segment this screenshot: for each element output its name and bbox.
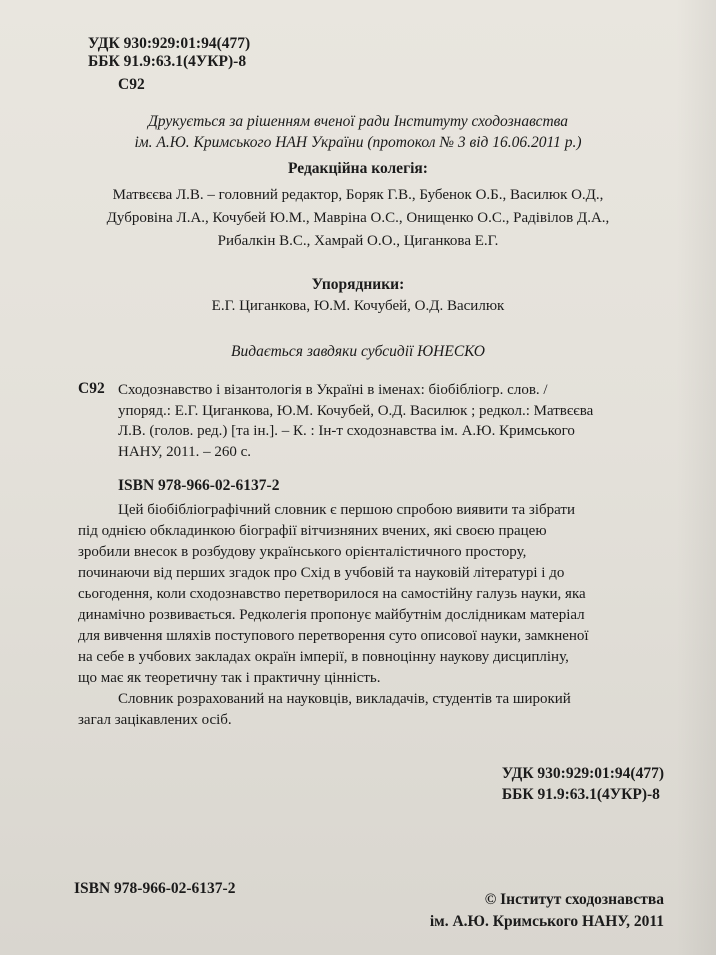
page-edge-shadow (676, 0, 716, 955)
abstract-line: зробили внесок в розбудову українського орієнталістичного простору, (78, 544, 527, 560)
editorial-board-heading: Редакційна колегія: (288, 160, 428, 177)
copyright-line-2: ім. А.Ю. Кримського НАНУ, 2011 (429, 913, 664, 930)
classification-codes-top (88, 35, 250, 71)
abstract-line: динамічно розвивається. Редколегія пропонує майбутнім дослідникам матеріал (78, 607, 585, 623)
isbn-main: ISBN 978-966-02-6137-2 (118, 477, 280, 494)
abstract-line: що має як теоретичну так і практичну цінність. (78, 670, 381, 686)
bibliographic-line: Л.В. (голов. ред.) [та ін.]. – К. : Ін-т сходознавства ім. А.Ю. Кримського (118, 423, 575, 439)
classification-codes-bottom (502, 763, 664, 805)
approval-line-1: Друкується за рішенням вченої ради Інституту сходознавства (147, 113, 569, 130)
udk-code-bottom: УДК 930:929:01:94(477) (501, 765, 664, 782)
copyright-notice (430, 889, 664, 933)
editorial-board-list (0, 184, 716, 253)
bibliographic-line: НАНУ, 2011. – 260 с. (118, 443, 252, 460)
approval-statement (0, 111, 716, 153)
editorial-board-line: Дубровіна Л.А., Кочубей Ю.М., Мавріна О.С., Онищенко О.С., Радівілов Д.А., (106, 210, 610, 226)
abstract-line: загал зацікавлених осіб. (78, 712, 232, 728)
udk-code: УДК 930:929:01:94(477) (88, 35, 251, 52)
abstract-line: на себе в учбових закладах окраїн імперії, в повноцінну наукову дисципліну, (78, 649, 569, 665)
bbk-code-bottom: ББК 91.9:63.1(4УКР)-8 (501, 786, 660, 803)
abstract-line: починаючи від перших згадок про Схід в учбовій та науковій літературі і до (78, 565, 565, 581)
bibliographic-line: упоряд.: Е.Г. Циганкова, Ю.М. Кочубей, О.Д. Василюк ; редкол.: Матвєєва (118, 402, 594, 419)
compilers-names: Е.Г. Циганкова, Ю.М. Кочубей, О.Д. Василюк (211, 298, 505, 314)
abstract (78, 500, 674, 731)
author-code: С92 (118, 76, 145, 93)
bibliographic-code: С92 (78, 380, 105, 397)
copyright-line-1: © Інститут сходознавства (484, 891, 664, 908)
abstract-line: під однією обкладинкою біографії вітчизняних вчених, які своєю працею (78, 523, 547, 539)
approval-line-2: ім. А.Ю. Кримського НАН України (протокол № 3 від 16.06.2011 р.) (134, 134, 582, 151)
isbn-bottom: ISBN 978-966-02-6137-2 (74, 880, 236, 897)
abstract-line: сьогодення, коли сходознавство перетворилося на самостійну галузь науки, яка (78, 586, 586, 602)
bibliographic-line: Сходознавство і візантологія в Україні в іменах: біобібліогр. слов. / (118, 382, 548, 398)
editorial-board-line: Рибалкін В.С., Хамрай О.О., Циганкова Е.Г. (217, 233, 499, 249)
subsidy-note: Видається завдяки субсидії ЮНЕСКО (231, 343, 485, 360)
bibliographic-description (118, 380, 670, 462)
compilers-heading: Упорядники: (311, 276, 405, 293)
abstract-line: Цей біобібліографічний словник є першою спробою виявити та зібрати (118, 502, 575, 518)
abstract-line: для вивчення шляхів поступового перетворення суто описової науки, замкненої (78, 628, 589, 644)
bbk-code: ББК 91.9:63.1(4УКР)-8 (88, 53, 247, 70)
editorial-board-line: Матвєєва Л.В. – головний редактор, Боряк Г.В., Бубенок О.Б., Василюк О.Д., (112, 187, 604, 203)
abstract-line: Словник розрахований на науковців, викладачів, студентів та широкий (118, 691, 571, 707)
